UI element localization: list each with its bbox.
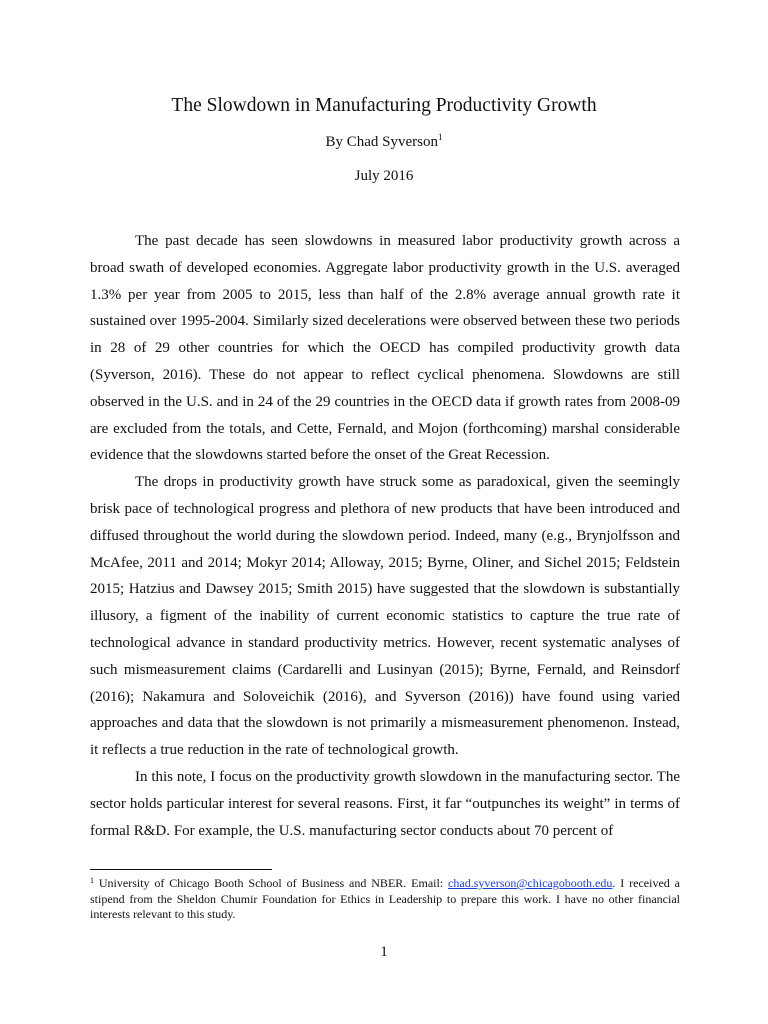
- footnote-mark: 1: [90, 876, 94, 885]
- paper-title: The Slowdown in Manufacturing Productivity Growth: [171, 95, 597, 116]
- publication-date: July 2016: [354, 168, 414, 184]
- footnote-divider: [90, 869, 272, 870]
- author-email-link[interactable]: chad.syverson@chicagobooth.edu: [448, 876, 613, 890]
- paragraph-3: In this note, I focus on the productivity growth slowdown in the manufacturing sector. The sector holds particular interest for several reasons. First, it far “outpunches its weight” in terms of formal R&D. For example, the U.S. manufacturing sector conducts about 70 percent of: [90, 768, 680, 839]
- page-number: 1: [380, 944, 388, 960]
- body-text: [90, 228, 680, 844]
- footnote-text-after: . I received a stipend from the Sheldon Chumir Foundation for Ethics in Leadership to prepare this work. I have no other financial interests relevant to this study.: [90, 876, 680, 921]
- paragraph-2: The drops in productivity growth have struck some as paradoxical, given the seemingly brisk pace of technological progress and plethora of new products that have been introduced and diffused throughout the world during the slowdown period. Indeed, many (e.g., Brynjolfsson and McAfee, 2011 and 2014; Mokyr 2014; Alloway, 2015; Byrne, Oliner, and Sichel 2015; Feldstein 2015; Hatzius and Dawsey 2015; Smith 2015) have suggested that the slowdown is substantially illusory, a figment of the inability of current economic statistics to capture the true rate of technological advance in standard productivity metrics. However, recent systematic analyses of such mismeasurement claims (Cardarelli and Lusinyan (2015); Byrne, Fernald, and Reinsdorf (2016); Nakamura and Soloveichik (2016), and Syverson (2016)) have found using varied approaches and data that the slowdown is not primarily a mismeasurement phenomenon. Instead, it reflects a true reduction in the rate of technological growth.: [90, 474, 680, 759]
- footnote-text-before: University of Chicago Booth School of Business and NBER. Email:: [94, 876, 449, 890]
- author-name: By Chad Syverson: [325, 134, 438, 150]
- footnote-ref-mark[interactable]: 1: [438, 132, 443, 142]
- footnote: [90, 876, 680, 923]
- author-byline: [0, 132, 768, 152]
- paragraph-1: The past decade has seen slowdowns in measured labor productivity growth across a broad swath of developed economies. Aggregate labor productivity growth in the U.S. averaged 1.3% per year from 2005 to 2015, less than half of the 2.8% average annual growth rate it sustained over 1995-2004. Similarly sized decelerations were observed between these two periods in 28 of 29 other countries for which the OECD has compiled productivity growth data (Syverson, 2016). These do not appear to reflect cyclical phenomena. Slowdowns are still observed in the U.S. and in 24 of the 29 countries in the OECD data if growth rates from 2008-09 are excluded from the totals, and Cette, Fernald, and Mojon (forthcoming) marshal considerable evidence that the slowdowns started before the onset of the Great Recession.: [90, 233, 680, 464]
